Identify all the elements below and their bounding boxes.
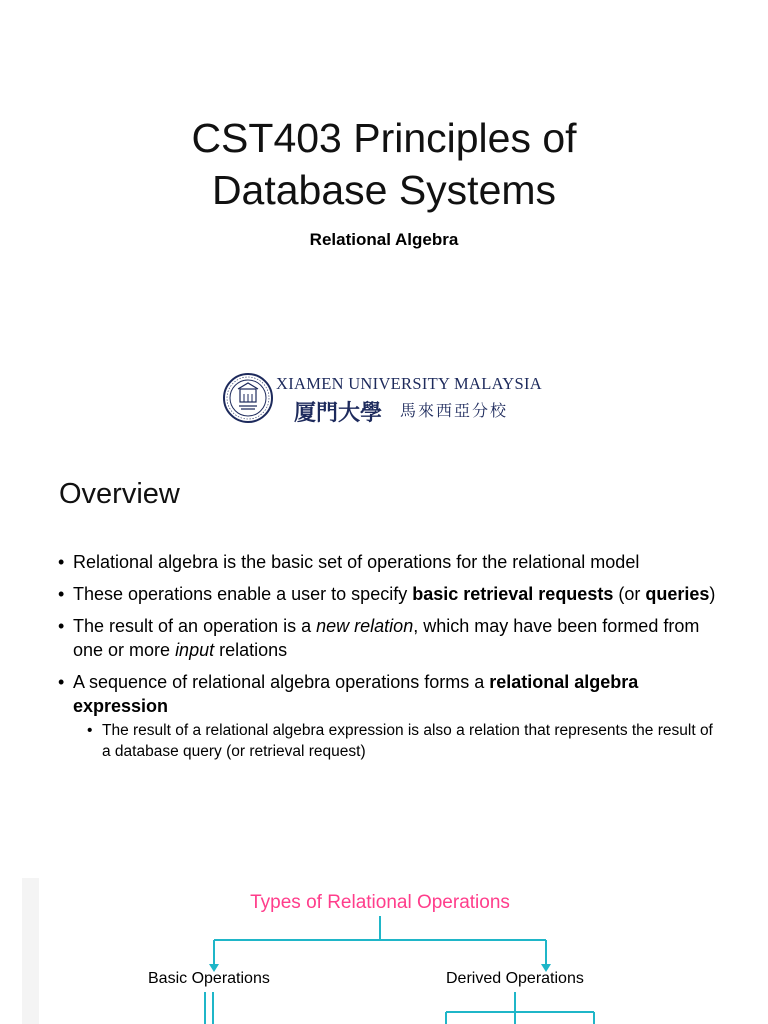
overview-bullet-list bbox=[58, 550, 718, 770]
slide-subtitle: Relational Algebra bbox=[309, 230, 459, 249]
bullet-text: A sequence of relational algebra operations forms a bbox=[73, 672, 490, 692]
bullet-text: ) bbox=[709, 584, 716, 604]
bullet-item bbox=[58, 670, 718, 762]
bullet-bold-text: relational algebra expression bbox=[73, 672, 639, 716]
bullet-item bbox=[58, 550, 718, 574]
bullet-text: , which may have been formed from one or more bbox=[73, 616, 700, 660]
sub-bullet-item bbox=[87, 720, 718, 762]
bullet-text: These operations enable a user to specify bbox=[73, 584, 413, 604]
bullet-text: The result of an operation is a bbox=[73, 616, 317, 636]
overview-heading: Overview bbox=[59, 478, 180, 510]
university-seal-icon bbox=[222, 372, 274, 424]
title-line-2: Database Systems bbox=[211, 167, 557, 213]
title-line-1: CST403 Principles of bbox=[191, 115, 577, 161]
logo-chinese-subname: 馬來西亞分校 bbox=[400, 401, 509, 420]
bullet-text: Relational algebra is the basic set of operations for the relational model bbox=[73, 552, 640, 572]
slide-title bbox=[0, 112, 768, 216]
diagram-node-derived: Derived Operations bbox=[446, 970, 584, 987]
bullet-italic-text: new relation bbox=[316, 616, 414, 636]
bullet-text: (or bbox=[613, 584, 646, 604]
logo-chinese-name: 厦門大學 bbox=[294, 400, 383, 426]
logo-english-name: XIAMEN UNIVERSITY MALAYSIA bbox=[276, 374, 542, 393]
bullet-bold-text: basic retrieval requests bbox=[412, 584, 614, 604]
bullet-item bbox=[58, 582, 718, 606]
bullet-italic-text: input bbox=[175, 640, 215, 660]
bullet-bold-text: queries bbox=[645, 584, 710, 604]
diagram-node-basic: Basic Operations bbox=[148, 970, 270, 987]
bullet-text: relations bbox=[214, 640, 288, 660]
bullet-item bbox=[58, 614, 718, 662]
university-logo bbox=[222, 372, 552, 428]
sub-bullet-list bbox=[73, 720, 718, 762]
sub-bullet-text: The result of a relational algebra expression is also a relation that represents the result of a database query (or retrieval request) bbox=[102, 722, 713, 760]
diagram-title: Types of Relational Operations bbox=[250, 892, 510, 913]
